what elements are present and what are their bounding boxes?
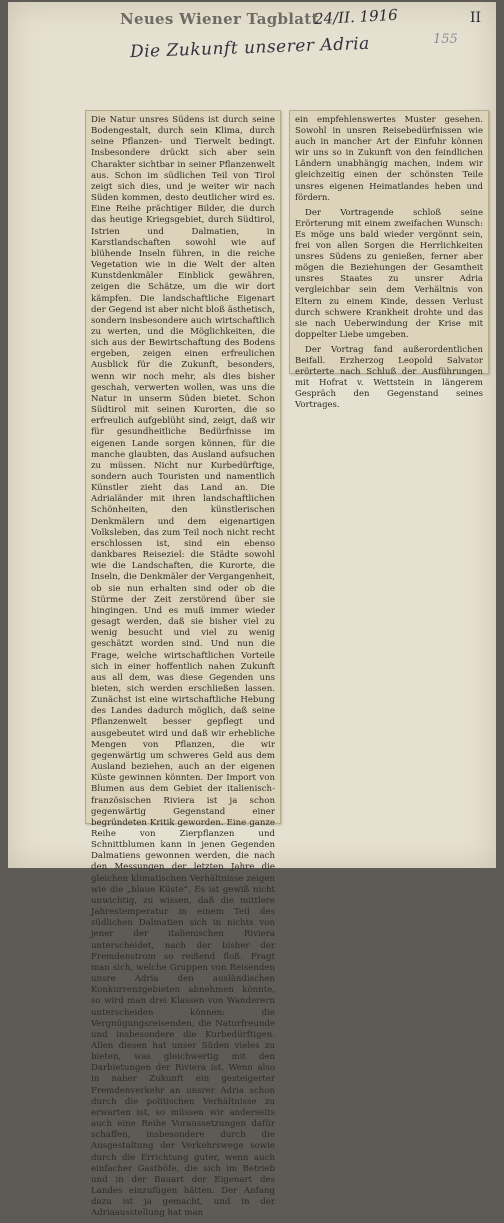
newspaper-masthead: Neues Wiener Tagblatt <box>120 10 319 28</box>
clipping-main-column <box>85 110 281 1219</box>
archive-sheet <box>8 2 496 1219</box>
pencil-note-number: 155 <box>433 32 458 47</box>
article-paragraph: Der Vortrag fand außerordentlichen Beifall. Erzherzog Leopold Salvator erörterte nach Schluß der Ausführungen mit Hofrat v. Wettstein in längerem Gespräch den Gegenstand seines Vortrages. <box>295 344 483 411</box>
article-paragraph: ein empfehlenswertes Muster gesehen. Sowohl in unsren Reisebedürfnissen wie auch in mancher Art der Einfuhr können wir uns so in Zukunft von den feindlichen Ländern unabhängig machen, indem wir gleichzeitig einen der schönsten Teile unsres eigenen Heimatlandes heben und fördern. <box>295 115 483 203</box>
article-paragraph: Die Natur unsres Südens ist durch seine Bodengestalt, durch sein Klima, durch seine Pflanzen- und Tierwelt bedingt. Insbesondere drückt sich aber sein Charakter sichtbar in seiner Pflanzenwelt aus. Schon im südlichen Teil von Tirol zeigt sich dies, und je weiter wir nach Süden kommen, desto deutlicher wird es. Eine Reihe prächtiger Bilder, die durch das heutige Kriegsgebiet, durch Südtirol, Istrien und Dalmatien, in Karstlandschaften sowohl wie auf blühende Inseln führen, in die reiche Vegetation wie in die Welt der alten Kunstdenkmäler Einblick gewähren, zeigen die Schätze, um die wir dort kämpfen. Die landschaftliche Eigenart der Gegend ist aber nicht bloß ästhetisch, sondern insbesondere auch wirtschaftlich zu werten, und die Möglichkeiten, die sich aus der Bewirtschaftung des Bodens ergeben, zeigen einen erfreulichen Ausblick für die Zukunft, besonders, wenn wir noch mehr, als dies bisher geschah, verwerten wollen, was uns die Natur in unserm Süden bietet. Schon Südtirol mit seinen Kurorten, die so erfreulich aufgeblüht sind, zeigt, daß wir für gesundheitliche Bedürfnisse im eigenen Lande sorgen können, für die manche glaubten, das Ausland aufsuchen zu müssen. Nicht nur Kurbedürftige, sondern auch Touristen und namentlich Künstler zieht das Land an. Die Adrialänder mit ihren landschaftlichen Schönheiten, den künstlerischen Denkmälern und dem eigenartigen Volksleben, das zum Teil noch nicht recht erschlossen ist, sind ein ebenso dankbares Reiseziel: die Städte sowohl wie die Landschaften, die Kurorte, die Inseln, die Denkmäler der Vergangenheit, ob sie nun erhalten sind oder ob die Stürme der Zeit zerstörend über sie hingingen. Und es muß immer wieder gesagt werden, daß sie bisher viel zu wenig besucht und viel zu wenig geschätzt worden sind. Und nun die Frage, welche wirtschaftlichen Vorteile sich in einer hoffentlich nahen Zukunft aus all dem, was diese Gegenden uns bieten, sich werden erschließen lassen. Zunächst ist eine wirtschaftliche Hebung des Landes dadurch möglich, daß seine Pflanzenwelt besser gepflegt und ausgebeutet wird und daß wir erhebliche Mengen von Pflanzen, die wir gegenwärtig um schweres Geld aus dem Ausland beziehen, auch an der eigenen Küste gewinnen könnten. Der Import von Blumen aus dem Gebiet der italienisch-französischen Riviera ist ja schon gegenwärtig Gegenstand einer begründeten Kritik geworden. Eine ganze Reihe von Zierpflanzen und Schnittblumen kann in jenen Gegenden Dalmatiens gewonnen werden, die nach den Messungen der letzten Jahre die gleichen klimatischen Verhältnisse zeigen wie die „blaue Küste“. Es ist gewiß nicht unwichtig, zu wissen, daß die mittlere Jahrestemperatur in einem Teil des südlichen Dalmatien sich in nichts von jener der italienischen Riviera unterscheidet, nach der bisher der Fremdenstrom so reißend floß. Fragt man sich, welche Gruppen von Reisenden unsre Adria den ausländischen Konkurrenzgebieten abnehmen könnte, so wird man drei Klassen von Wanderern unterscheiden können: die Vergnügungsreisenden, die Naturfreunde und insbesondere die Kurbedürftigen. Allen diesen hat unser Süden vieles zu bieten, was gleichwertig mit den Darbietungen der Riviera ist. Wenn also in naher Zukunft ein gesteigerter Fremdenverkehr an unsrer Adria schon durch die politischen Verhältnisse zu erwarten ist, so müssen wir anderseits auch eine Reihe Voraussetzungen dafür schaffen, insbesondere durch die Ausgestaltung der Verkehrswege sowie durch die Errichtung guter, wenn auch einfacher Gasthöfe, die sich im Betrieb und in der Bauart der Eigenart des Landes einzufügen hätten. Der Anfang dazu ist ja gemacht, und in der Adriaausstellung hat man <box>91 115 275 1219</box>
handwritten-title: Die Zukunft unserer Adria <box>129 33 371 63</box>
article-paragraph: Der Vortragende schloß seine Erörterung mit einem zweifachen Wunsch: Es möge uns bald wieder vergönnt sein, frei von allen Sorgen die Herrlichkeiten unsres Südens zu genießen, ferner aber mögen die Beziehungen der Gesamtheit unsres Staates zu unsrer Adria vergleichbar sein dem Verhältnis von Eltern zu einem Kinde, dessen Verlust durch schwere Krankheit drohte und das sie nach Ueberwindung der Krise mit doppelter Liebe umgeben. <box>295 207 483 340</box>
roman-numeral: II <box>470 10 482 26</box>
clipping-side-column <box>289 110 489 411</box>
handwritten-date: 24/II. 1916 <box>313 5 399 29</box>
